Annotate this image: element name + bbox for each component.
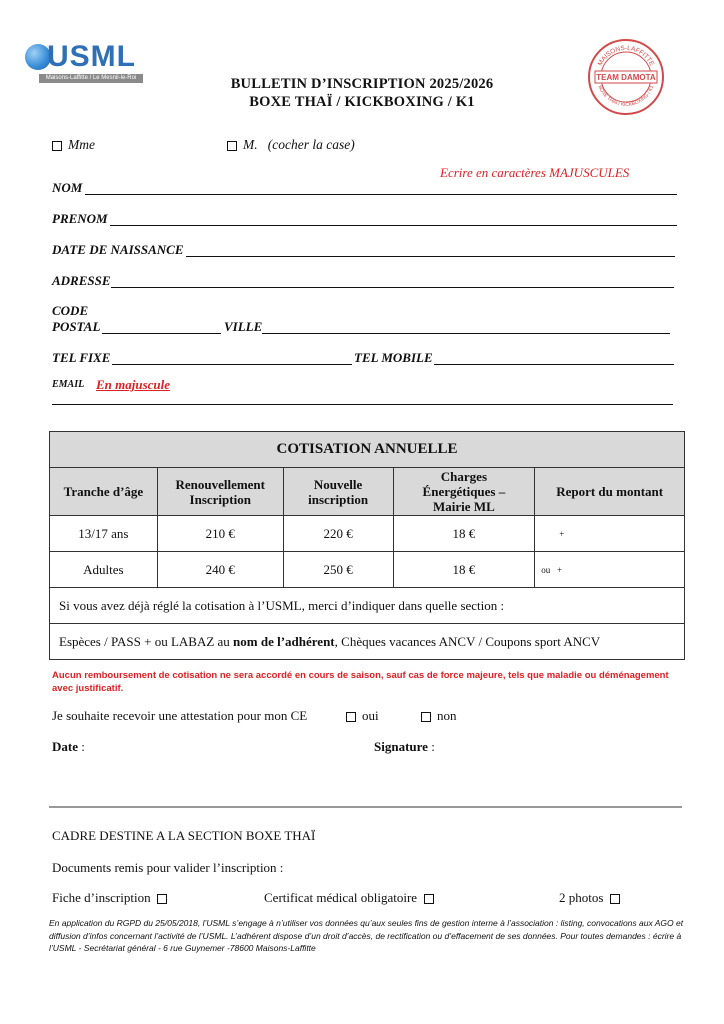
rgpd-notice: En application du RGPD du 25/05/2018, l’USML s’engage à n’utiliser vos données qu’aux seules fins de gestion interne à l’association : listing, convocations aux AGO et diffusion d’infos concernant l’activité de l’USML. L’adhérent dispose d’un droit d’accès, de rectification ou d’effacement de ses données. Pour toutes demandes : écrire à l’USML - Secrétariat général - 6 rue Guynemer -78600 Maisons-Laffitte (49, 918, 684, 953)
col-report: Report du montant (535, 468, 685, 516)
naissance-label: DATE DE NAISSANCE (52, 242, 184, 257)
nom-label: NOM (52, 180, 83, 195)
page-title: BULLETIN D’INSCRIPTION 2025/2026 (230, 76, 494, 92)
photos-checkbox[interactable] (610, 894, 620, 904)
refund-warning: Aucun remboursement de cotisation ne sera accordé en cours de saison, sauf cas de force majeure, tels que maladie ou déménagement avec justificatif. (52, 670, 669, 694)
row-age: Adultes (50, 552, 158, 588)
naissance-field[interactable] (186, 256, 675, 257)
tel-fixe-field[interactable] (112, 364, 352, 365)
non-label: non (437, 708, 457, 723)
row-charges: 18 € (393, 552, 535, 588)
tel-mobile-field[interactable] (434, 364, 674, 365)
date-field[interactable]: Date : (52, 739, 85, 754)
civility-hint: (cocher la case) (267, 137, 355, 152)
row-charges: 18 € (393, 516, 535, 552)
page-subtitle: BOXE THAÏ / KICKBOXING / K1 (249, 94, 475, 110)
adresse-field[interactable] (111, 287, 674, 288)
stamp-top-text: MAISONS-LAFFITTE (596, 44, 656, 68)
stamp-bottom-text: BOXE THAÏ / KICKBOXING / K1 (596, 84, 656, 109)
certificat-label: Certificat médical obligatoire (264, 890, 418, 905)
email-hint: En majuscule (96, 377, 171, 392)
row-new: 250 € (283, 552, 393, 588)
prenom-field[interactable] (110, 225, 677, 226)
code-label: CODE (52, 303, 89, 318)
ville-field[interactable] (262, 333, 670, 334)
stamp-center-text: TEAM DAMOTA (596, 73, 656, 82)
table-title: COTISATION ANNUELLE (50, 432, 685, 468)
photos-label: 2 photos (559, 890, 604, 905)
civility-m[interactable] (227, 137, 355, 153)
col-age: Tranche d’âge (50, 468, 158, 516)
ville-label: VILLE (224, 319, 263, 334)
signature-field[interactable]: Signature : (374, 739, 435, 754)
certificat-checkbox[interactable] (424, 894, 434, 904)
attestation-text: Je souhaite recevoir une attestation pour mon CE (52, 708, 308, 723)
oui-label: oui (362, 708, 379, 723)
row-report[interactable]: ou + (535, 552, 685, 588)
certificat-item[interactable] (264, 890, 440, 906)
row-renew: 210 € (157, 516, 283, 552)
uppercase-instruction: Ecrire en caractères MAJUSCULES (440, 165, 630, 180)
fiche-label: Fiche d’inscription (52, 890, 151, 905)
photos-item[interactable] (559, 890, 626, 906)
usml-logo-text: USML (47, 40, 136, 73)
col-renew: Renouvellement Inscription (157, 468, 283, 516)
civility-mme[interactable] (52, 137, 95, 153)
nom-field[interactable] (85, 194, 677, 195)
postal-field[interactable] (102, 333, 221, 334)
divider (49, 806, 682, 808)
non-checkbox[interactable] (421, 712, 431, 722)
mme-label: Mme (68, 137, 95, 152)
m-checkbox[interactable] (227, 141, 237, 151)
tel-fixe-label: TEL FIXE (52, 350, 111, 365)
prenom-label: PRENOM (52, 211, 108, 226)
previous-section-note[interactable]: Si vous avez déjà réglé la cotisation à l’USML, merci d’indiquer dans quelle section : (50, 588, 685, 624)
m-label: M. (243, 137, 258, 152)
usml-logo-subtitle: Maisons-Laffitte / Le Mesnil-le-Roi (39, 74, 143, 83)
row-age: 13/17 ans (50, 516, 158, 552)
tel-mobile-label: TEL MOBILE (354, 350, 433, 365)
postal-label: POSTAL (52, 319, 101, 334)
date-label: Date (52, 739, 78, 754)
oui-checkbox[interactable] (346, 712, 356, 722)
cotisation-table (49, 431, 685, 660)
table-header-row (50, 468, 685, 516)
documents-label: Documents remis pour valider l’inscription : (52, 860, 284, 875)
email-field[interactable] (52, 404, 673, 405)
attestation-non[interactable] (421, 708, 457, 724)
svg-text:MAISONS-LAFFITTE (597, 45, 656, 68)
col-charges: Charges Énergétiques – Mairie ML (393, 468, 535, 516)
adresse-label: ADRESSE (52, 273, 111, 288)
row-renew: 240 € (157, 552, 283, 588)
attestation-oui[interactable] (346, 708, 379, 724)
row-report[interactable]: + (535, 516, 685, 552)
payment-methods: Espèces / PASS + ou LABAZ au nom de l’adhérent, Chèques vacances ANCV / Coupons sport ANCV (50, 624, 685, 660)
col-new: Nouvelle inscription (283, 468, 393, 516)
section-title: CADRE DESTINE A LA SECTION BOXE THAÏ (52, 828, 316, 843)
table-row (50, 552, 685, 588)
table-row (50, 516, 685, 552)
fiche-checkbox[interactable] (157, 894, 167, 904)
signature-label: Signature (374, 739, 428, 754)
fiche-item[interactable] (52, 890, 173, 906)
mme-checkbox[interactable] (52, 141, 62, 151)
row-new: 220 € (283, 516, 393, 552)
email-label: EMAIL (52, 379, 85, 390)
